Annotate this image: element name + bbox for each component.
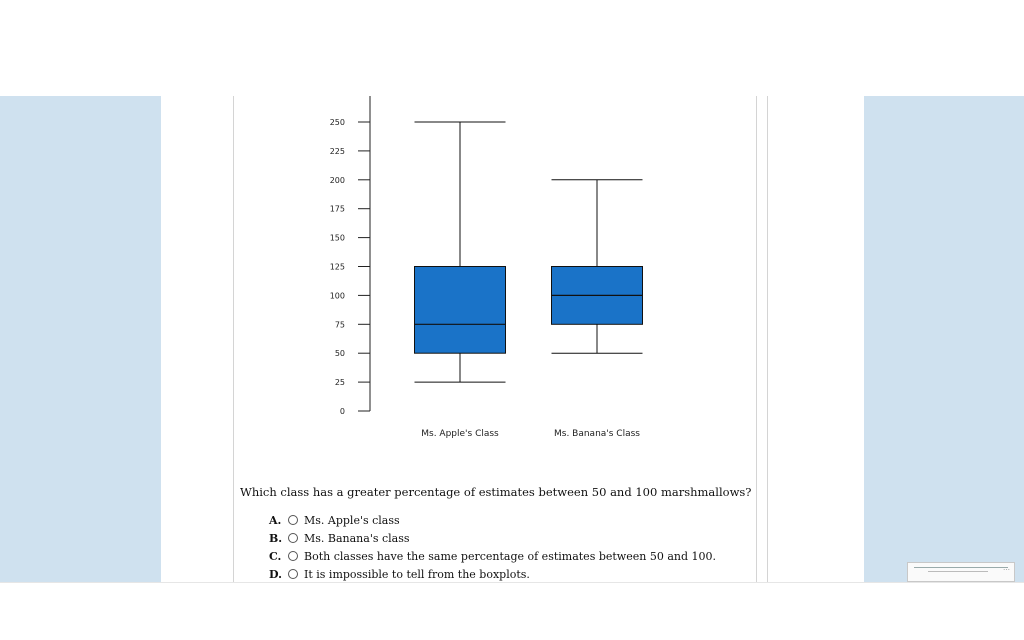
y-tick-label: 150 — [329, 233, 345, 243]
option-text: It is impossible to tell from the boxplots. — [304, 567, 530, 581]
document-page — [161, 96, 864, 582]
y-axis — [330, 96, 370, 416]
option-letter: B. — [269, 531, 283, 545]
option-b[interactable] — [269, 529, 716, 547]
y-tick-label: 100 — [329, 291, 345, 301]
option-letter: A. — [269, 513, 282, 527]
boxplot-chart — [161, 96, 864, 456]
x-axis-categories — [421, 429, 640, 439]
category-label: Ms. Banana's Class — [553, 429, 641, 439]
radio-button[interactable] — [288, 515, 298, 525]
option-text: Ms. Apple's class — [304, 513, 400, 527]
y-tick-label: 225 — [329, 146, 345, 156]
radio-button[interactable] — [288, 551, 298, 561]
thumbnail-line — [914, 567, 1008, 568]
option-c[interactable] — [269, 547, 716, 565]
y-tick-label: 75 — [334, 320, 345, 330]
category-label: Ms. Apple's Class — [421, 429, 499, 439]
radio-button[interactable] — [288, 569, 298, 579]
radio-button[interactable] — [288, 533, 298, 543]
page-thumbnail[interactable] — [907, 562, 1015, 582]
option-text: Ms. Banana's class — [304, 531, 410, 545]
y-tick-label: 200 — [329, 175, 345, 185]
option-text: Both classes have the same percentage of estimates between 50 and 100. — [304, 549, 716, 563]
bottom-divider — [0, 582, 1024, 583]
y-tick-label: 125 — [329, 262, 345, 272]
option-d[interactable] — [269, 565, 716, 582]
y-tick-label: 25 — [334, 378, 345, 388]
answer-options — [269, 511, 716, 582]
option-letter: C. — [269, 549, 282, 563]
question-text: Which class has a greater percentage of estimates between 50 and 100 marshmallows? — [240, 485, 752, 499]
thumbnail-dots: … — [1003, 564, 1010, 572]
option-letter: D. — [269, 567, 282, 581]
y-tick-label: 175 — [329, 204, 345, 214]
y-tick-label: 250 — [329, 118, 345, 127]
thumbnail-line — [928, 571, 988, 572]
iqr-box — [415, 267, 506, 354]
boxplot-series — [415, 122, 643, 382]
option-a[interactable] — [269, 511, 716, 529]
y-tick-label: 50 — [334, 349, 345, 359]
y-tick-label: 0 — [339, 407, 345, 416]
